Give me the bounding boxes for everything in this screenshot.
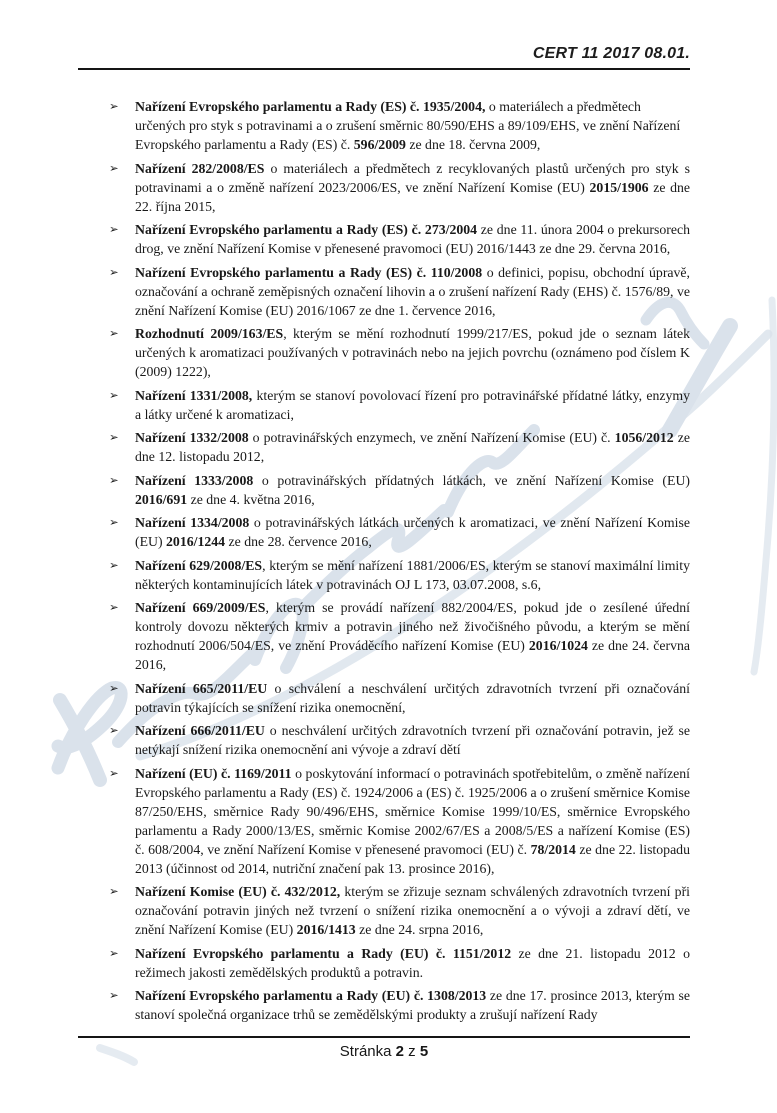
list-item [78, 263, 690, 320]
arrow-bullet-icon: ➢ [109, 988, 119, 1002]
regulation-text: Nařízení Komise (EU) č. 432/2012, kterým se zřizuje seznam schválených zdravotních tvrzení při označování potravin jiných než tvrzení o snížení rizika onemocnění a o vývoji a zdraví dětí, ve znění Nařízení Komise (EU) 2016/1413 ze dne 24. srpna 2016, [135, 884, 691, 937]
page-number: Stránka 2 z 5 [339, 1043, 429, 1060]
regulation-text: Nařízení 282/2008/ES o materiálech a předmětech z recyklovaných plastů určených pro styk s potravinami a o změně nařízení 2023/2006/ES, ve znění Nařízení Komise (EU) 2015/1906 ze dne 22. října 2015, [135, 160, 691, 214]
regulation-text: Nařízení Evropského parlamentu a Rady (ES) č. 110/2008 o definici, popisu, obchodní úpravě, označování a ochraně zeměpisných označení lihovin a o zrušení nařízení Rady (EHS) č. 1576/89, ve znění Nařízení Komise (EU) 2016/1067 ze dne 1. července 2016, [135, 264, 691, 318]
arrow-bullet-icon: ➢ [109, 557, 119, 572]
regulation-text: Nařízení 1334/2008 o potravinářských látkách určených k aromatizaci, ve znění Nařízení Komise (EU) 2016/1244 ze dne 28. července 2016, [135, 515, 690, 549]
arrow-bullet-icon: ➢ [109, 99, 119, 113]
regulation-text: Nařízení (EU) č. 1169/2011 o poskytování informací o potravinách spotřebitelům, o změně nařízení Evropského parlamentu a Rady (ES) č. 1924/2006 a (ES) č. 1925/2006 a o zrušení směrnice Komise 87/250/EHS, směrnice Rady 90/496/EHS, směrnice Komise 1999/10/ES, směrnice Evropského parlamentu a Rady 2000/13/ES, směrnic Komise 2002/67/ES a 2008/5/ES a nařízení Komise (ES) č. 608/2004, ve znění Nařízení Komise v přenesené pravomoci (EU) č. 78/2014 ze dne 22. listopadu 2013 (účinnost od 2014, nutriční značení pak 13. prosince 2016), [135, 765, 690, 876]
regulation-text: Nařízení 665/2011/EU o schválení a neschválení určitých zdravotních tvrzení při označování potravin týkajících se snížení rizika onemocnění, [135, 680, 690, 715]
arrow-bullet-icon: ➢ [109, 222, 119, 236]
arrow-bullet-icon: ➢ [109, 264, 119, 279]
regulation-text: Nařízení 629/2008/ES, kterým se mění nařízení 1881/2006/ES, kterým se stanoví maximální limity některých kontaminujících látek v potravinách OJ L 173, 03.07.2008, s.6, [135, 557, 690, 592]
list-item [78, 764, 690, 878]
list-item [78, 679, 690, 717]
page-header [78, 44, 690, 70]
list-item [78, 721, 690, 759]
arrow-bullet-icon: ➢ [109, 515, 119, 529]
list-item [78, 471, 690, 509]
regulation-list [78, 97, 690, 1024]
regulation-text: Nařízení 1331/2008, kterým se stanoví povolovací řízení pro potravinářské přídatné látky, enzymy a látky určené k aromatizaci, [135, 387, 690, 422]
list-item [78, 386, 690, 424]
regulation-text: Nařízení 669/2009/ES, kterým se provádí nařízení 882/2004/ES, pokud jde o zesílené úřední kontroly dovozu některých krmiv a potravin jiného než živočišného původu, a kterým se mění rozhodnutí 2006/504/ES, ve znění Prováděcího nařízení Komise (EU) 2016/1024 ze dne 24. června 2016, [135, 600, 691, 672]
arrow-bullet-icon: ➢ [109, 723, 119, 737]
regulation-text: Nařízení Evropského parlamentu a Rady (EU) č. 1151/2012 ze dne 21. listopadu 2012 o režimech jakosti zemědělských produktů a potravin. [135, 945, 690, 980]
list-item [78, 598, 690, 674]
regulation-text: Nařízení Evropského parlamentu a Rady (ES) č. 273/2004 ze dne 11. února 2004 o prekursorech drog, ve znění Nařízení Komise v přenesené pravomoci (EU) 2016/1443 ze dne 29. června 2016, [135, 222, 690, 256]
list-item [78, 324, 690, 381]
list-item [78, 97, 690, 154]
regulation-text: Nařízení Evropského parlamentu a Rady (ES) č. 1935/2004, o materiálech a předmětech určených pro styk s potravinami a o zrušení směrnic 80/590/EHS a 89/109/EHS, ve znění Nařízení Evropského parlamentu a Rady (ES) č. 596/2009 ze dne 18. června 2009, [135, 99, 681, 152]
list-item [78, 513, 690, 551]
arrow-bullet-icon: ➢ [109, 472, 119, 487]
list-item [78, 986, 690, 1024]
arrow-bullet-icon: ➢ [109, 765, 119, 780]
arrow-bullet-icon: ➢ [109, 884, 119, 898]
list-item [78, 220, 690, 258]
regulation-text: Nařízení 1333/2008 o potravinářských přídatných látkách, ve znění Nařízení Komise (EU) 2016/691 ze dne 4. května 2016, [135, 472, 690, 507]
list-item [78, 556, 690, 594]
regulation-text: Rozhodnutí 2009/163/ES, kterým se mění rozhodnutí 1999/217/ES, pokud jde o seznam látek určených k aromatizaci používaných v potravinách nebo na jejich povrchu (oznámeno pod číslem K (2009) 1222), [135, 326, 690, 379]
arrow-bullet-icon: ➢ [109, 945, 119, 960]
regulation-text: Nařízení 1332/2008 o potravinářských enzymech, ve znění Nařízení Komise (EU) č. 1056/2012 ze dne 12. listopadu 2012, [135, 430, 690, 464]
footer-rule [78, 1036, 690, 1038]
arrow-bullet-icon: ➢ [109, 600, 119, 614]
arrow-bullet-icon: ➢ [109, 387, 119, 402]
arrow-bullet-icon: ➢ [109, 160, 119, 175]
list-item [78, 944, 690, 982]
page-footer [78, 1036, 690, 1060]
list-item [78, 882, 690, 939]
arrow-bullet-icon: ➢ [109, 430, 119, 444]
regulation-text: Nařízení 666/2011/EU o neschválení určitých zdravotních tvrzení při označování potravin, jež se netýkají snížení rizika onemocnění ani vývoje a zdraví dětí [135, 723, 691, 757]
header-reference: CERT 11 2017 08.01. [532, 45, 690, 62]
header-rule [78, 68, 690, 70]
list-item [78, 428, 690, 466]
list-item [78, 159, 690, 216]
arrow-bullet-icon: ➢ [109, 326, 119, 340]
arrow-bullet-icon: ➢ [109, 680, 119, 695]
regulation-text: Nařízení Evropského parlamentu a Rady (EU) č. 1308/2013 ze dne 17. prosince 2013, kterým se stanoví společná organizace trhů se zemědělskými produkty a zrušují nařízení Rady [135, 988, 690, 1022]
